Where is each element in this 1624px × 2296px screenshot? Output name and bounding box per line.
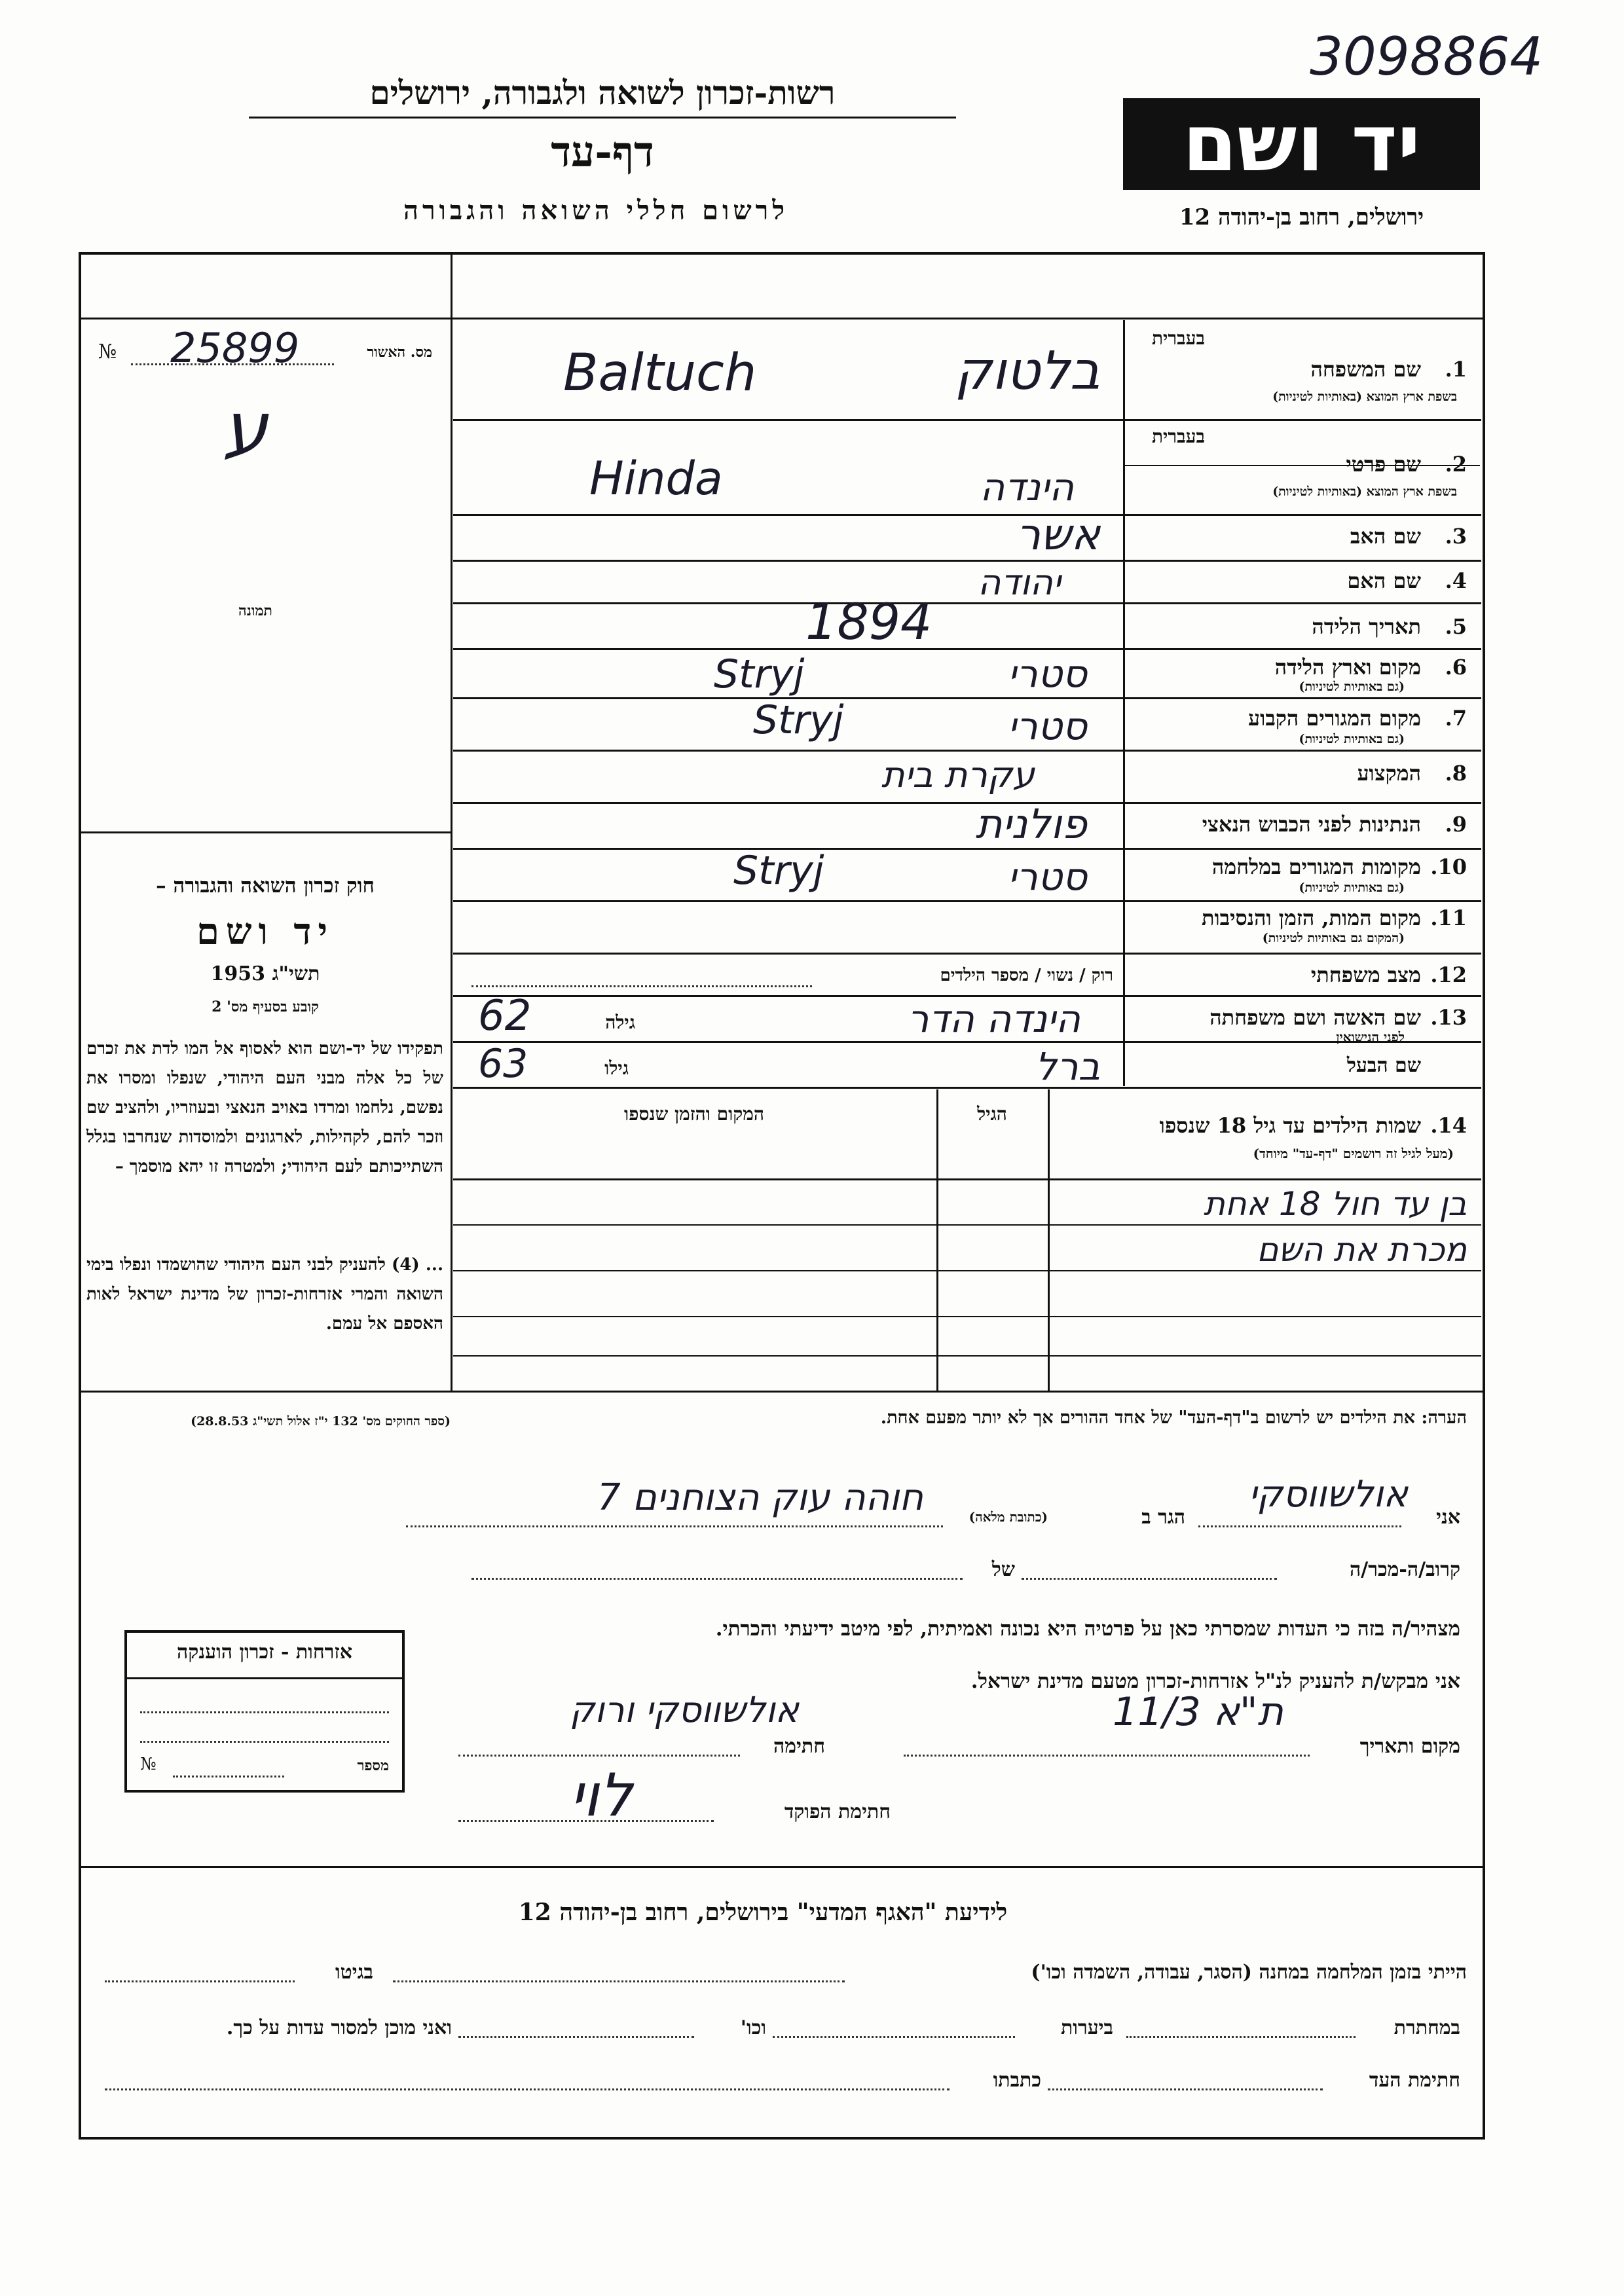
field-13-label: שם האשה ושם משפחתה xyxy=(1209,1005,1421,1030)
relative-label: קרוב/ה-מכר/ה xyxy=(1350,1558,1460,1581)
footer-line-3a: חתימת העד xyxy=(1369,2069,1460,2092)
approval-mark: ע xyxy=(223,386,268,470)
field-10-latin-value: Stryj xyxy=(733,848,824,894)
field-10-hebrew-value: סטרי xyxy=(1008,854,1087,899)
form-title: דף-עד xyxy=(551,128,654,177)
approval-number-label: מס. האשור xyxy=(367,344,432,361)
approval-no-symbol: № xyxy=(98,340,117,363)
citizenship-box xyxy=(124,1630,405,1793)
field-6-label: מקום וארץ הלידה xyxy=(1274,655,1421,680)
husband-age-value: 63 xyxy=(478,1041,528,1087)
field-1-hebrew-value: בלטוק xyxy=(954,340,1100,401)
field-3-label: שם האב xyxy=(1350,524,1421,549)
field-9-label: הנתינות לפני הכבוש הנאצי xyxy=(1202,812,1421,837)
of-label: של xyxy=(991,1558,1015,1581)
law-text-1: תפקידו של יד-ושם הוא לאסוף אל המו לדת את זכרם של כל אלה מבני העם היהודי, שנפלו ומסרו את נפשם, נלחמו ומרדו באויב הנאצי ובעוזריו, ולהציב שם וזכר להם, לקהילות, לארגונים ולמוסדות שנחרבו בגלל השתייכותם לעם היהודי; ולמטרה זו יהא מוסמך – xyxy=(86,1039,443,1176)
field-10-number: 10. xyxy=(1430,854,1467,879)
signature-label: חתימה xyxy=(773,1735,825,1758)
field-2-number: 2. xyxy=(1445,452,1467,477)
field-3-value: אשר xyxy=(1016,509,1100,560)
field-2-label: שם פרטי xyxy=(1346,452,1421,477)
field-2-note: בשפת ארץ המוצא (באותיות לטיניות) xyxy=(1272,484,1457,499)
yad-vashem-logo: יד ושם xyxy=(1123,98,1480,190)
field-5-label: תאריך הלידה xyxy=(1312,614,1421,639)
husband-name-label: שם הבעל xyxy=(1346,1054,1421,1077)
husband-name-value: ברל xyxy=(1035,1044,1100,1089)
footer-heading: לידיעת "האגף המדעי" בירושלים, רחוב בן-יהודה 12 xyxy=(518,1899,1008,1926)
address: ירושלים, רחוב בן-יהודה 12 xyxy=(1179,204,1424,230)
wife-age-label: גילה xyxy=(605,1011,635,1033)
citizenship-no-symbol: № xyxy=(140,1755,157,1774)
field-14-label: שמות הילדים עד גיל 18 שנספו xyxy=(1159,1113,1421,1138)
note-line: הערה: את הילדים יש לרשום ב"דף-העד" של אחד ההורים אך לא יותר מפעם אחת. xyxy=(880,1408,1467,1428)
field-11-note: (המקום גם באותיות לטיניות) xyxy=(1262,931,1405,945)
field-7-note: (גם באותיות לטיניות) xyxy=(1299,732,1405,746)
field-6-latin-value: Stryj xyxy=(714,651,805,697)
children-place-header: המקום והזמן שנספו xyxy=(624,1103,764,1125)
field-9-number: 9. xyxy=(1445,812,1467,837)
footer-line-2d: ואני מוכן למסור עדות על כך. xyxy=(226,2016,452,2039)
law-name: יד ושם xyxy=(196,910,335,953)
field-1-number: 1. xyxy=(1445,357,1467,382)
field-4-value: יהודה xyxy=(978,562,1061,603)
field-3-number: 3. xyxy=(1445,524,1467,549)
photo-label: תמונה xyxy=(238,602,272,619)
field-11-label: מקום המות, הזמן והנסיבות xyxy=(1201,905,1421,930)
field-9-value: פולנית xyxy=(975,800,1087,848)
husband-age-label: גילו xyxy=(604,1057,629,1079)
field-5-value: 1894 xyxy=(805,592,932,651)
field-4-label: שם האם xyxy=(1347,568,1421,593)
citizenship-box-title: אזרחות - זכרון הוענקה xyxy=(177,1641,352,1664)
children-age-header: הגיל xyxy=(977,1103,1007,1125)
field-7-latin-value: Stryj xyxy=(753,697,844,743)
declarant-i-label: אני xyxy=(1436,1506,1460,1529)
field-6-number: 6. xyxy=(1445,655,1467,680)
signature-value: אולשווסקי ורוק xyxy=(570,1689,799,1730)
field-14-note: (מעל לגיל זה רושמים "דף-עד" מיוחד) xyxy=(1253,1146,1454,1161)
footer-line-1a: הייתי בזמן המלחמה במחנה (הסגר, עבודה, השמדה וכו') xyxy=(1031,1961,1467,1984)
field-8-label: המקצוע xyxy=(1357,761,1421,786)
footer-line-2c: וכו' xyxy=(740,2016,766,2039)
footer-line-1b: בגיטו xyxy=(335,1961,373,1984)
field-8-value: עקרת בית xyxy=(881,754,1035,795)
field-1-note: בשפת ארץ המוצא (באותיות לטיניות) xyxy=(1272,390,1457,404)
child-entry-1: בן עד חול 18 אחת xyxy=(1204,1185,1467,1223)
citizenship-box-number-label: מספר xyxy=(357,1757,389,1774)
authority-title: רשות-זכרון לשואה ולגבורה, ירושלים xyxy=(369,73,836,112)
field-5-number: 5. xyxy=(1445,614,1467,639)
field-4-number: 4. xyxy=(1445,568,1467,593)
law-year: תשי"ג 1953 xyxy=(210,962,320,985)
official-signature-label: חתימת הפוקד xyxy=(784,1800,891,1823)
field-7-number: 7. xyxy=(1445,706,1467,731)
field-2-latin-value: Hinda xyxy=(589,452,723,505)
place-date-value: ת"א 11/3 xyxy=(1113,1689,1283,1735)
handwritten-archive-number: 3098864 xyxy=(1310,26,1543,87)
declaration-text: מצהיר/ה בזה כי העדות שמסרתי כאן על פרטיה היא נכונה ואמיתית, לפי מיטב ידיעתי והכרתי. xyxy=(715,1617,1460,1641)
field-1-label: שם המשפחה xyxy=(1310,357,1421,382)
request-text: אני מבקש/ת להעניק לנ"ל אזרחות-זכרון מטעם מדינת ישראל. xyxy=(970,1669,1460,1693)
footer-line-2b: ביערות xyxy=(1060,2016,1113,2039)
field-12-label: מצב משפחתי xyxy=(1310,962,1421,987)
field-10-note: (גם באותיות לטיניות) xyxy=(1299,881,1405,895)
resident-address: חוהה עוק הצוחנים 7 xyxy=(597,1476,923,1519)
field-2-hebrew-tag: בעברית xyxy=(1151,426,1205,447)
footer-line-2a: במחתרת xyxy=(1393,2016,1460,2039)
place-date-label: מקום ותאריך xyxy=(1359,1735,1460,1758)
field-13-value: הינדה הדר xyxy=(907,996,1080,1041)
field-1-hebrew-tag: בעברית xyxy=(1151,327,1205,349)
field-7-hebrew-value: סטרי xyxy=(1008,704,1087,748)
law-heading: חוק זכרון השואה והגבורה – xyxy=(156,874,375,898)
field-6-note: (גם באותיות לטיניות) xyxy=(1299,680,1405,694)
field-7-label: מקום המגורים הקבוע xyxy=(1248,706,1421,731)
wife-age-value: 62 xyxy=(478,992,532,1040)
field-14-number: 14. xyxy=(1430,1113,1467,1138)
field-10-label: מקומות המגורים במלחמה xyxy=(1211,854,1421,879)
field-8-number: 8. xyxy=(1445,761,1467,786)
marital-status-options: רוק / נשוי / מספר הילדים xyxy=(940,966,1113,985)
field-1-latin-value: Baltuch xyxy=(563,344,757,403)
law-clause: קובע בסעיף מס' 2 xyxy=(212,998,319,1015)
field-2-hebrew-value: הינדה xyxy=(980,465,1074,509)
field-13-number: 13. xyxy=(1430,1005,1467,1030)
official-signature-value: לוי xyxy=(570,1761,633,1830)
field-11-number: 11. xyxy=(1430,905,1467,930)
child-entry-2: מכרת את השם xyxy=(1257,1231,1467,1269)
field-6-hebrew-value: סטרי xyxy=(1008,651,1087,696)
field-13-note: לפני הנישואין xyxy=(1336,1029,1405,1045)
resident-label: הגר ב xyxy=(1141,1506,1185,1529)
footer-line-3b: כתבתו xyxy=(993,2069,1041,2092)
approval-number: 25899 xyxy=(170,324,300,372)
form-subtitle: לרשום חללי השואה והגבורה xyxy=(403,195,789,226)
law-text-2: ... (4) להעניק לבני העם היהודי שהושמדו ונפלו בימי השואה והמרי אזרחות-זכרון של מדינת ישראל לאות האספם אל עמם. xyxy=(86,1255,443,1334)
declarant-name: אולשווסקי xyxy=(1248,1473,1408,1516)
resident-note: (כתובת מלאה) xyxy=(969,1509,1048,1525)
law-source: (ספר החוקים מס' 132 י"ז אלול תשי"ג 28.8.53) xyxy=(191,1414,451,1429)
field-12-number: 12. xyxy=(1430,962,1467,987)
